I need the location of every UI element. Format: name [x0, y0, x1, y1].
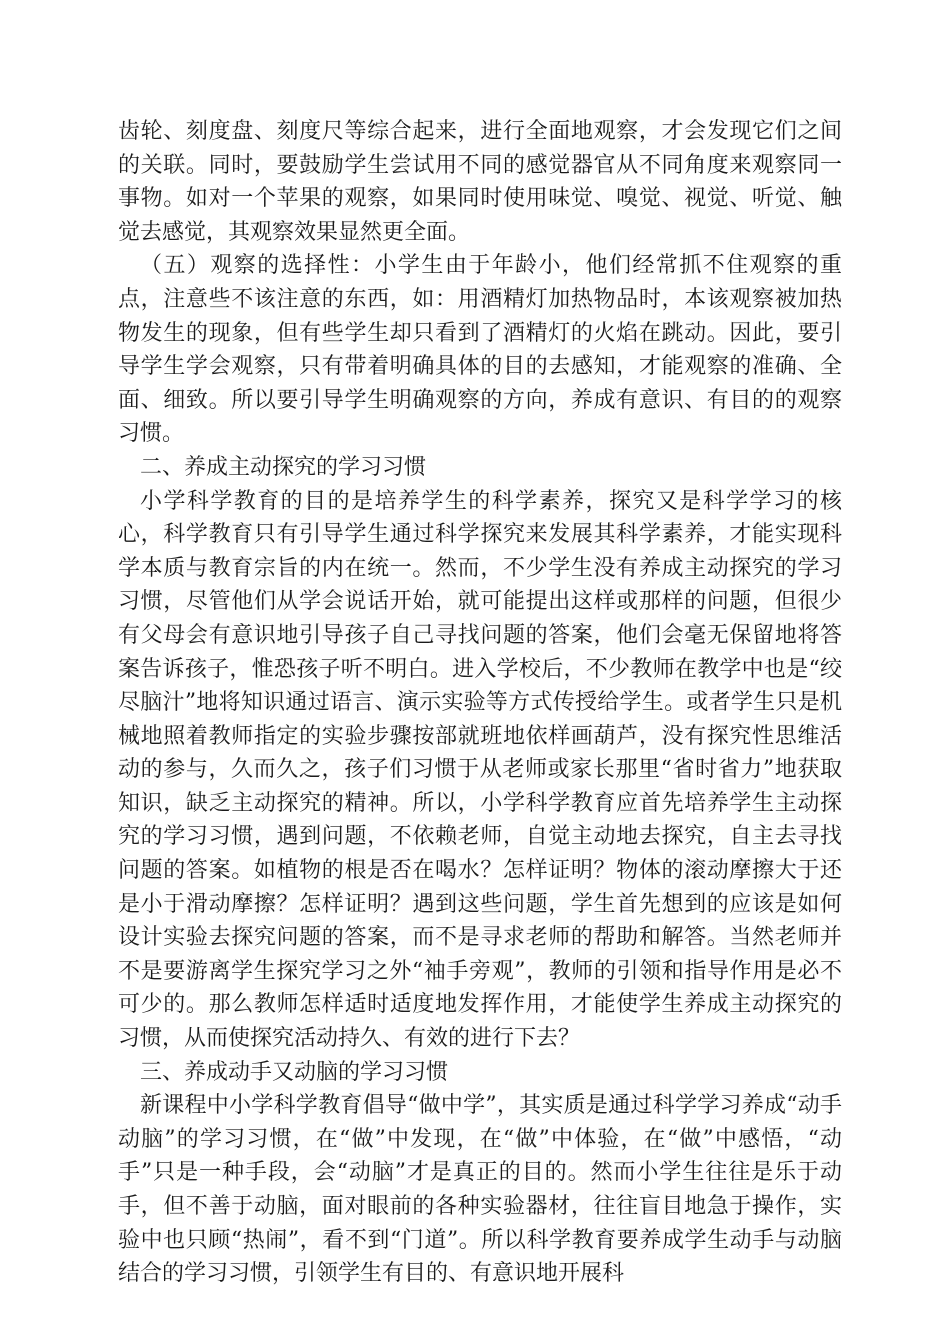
paragraph-hands-on-minds-on: 新课程中小学科学教育倡导“做中学”，其实质是通过科学学习养成“动手动脑”的学习习惯，在“做”中发现，在“做”中体验，在“做”中感悟，“动手”只是一种手段，会“动脑”才是真正的目的。然而小学生往往是乐于动手，但不善于动脑，面对眼前的各种实验器材，往往盲目地急于操作，实验中也只顾“热闹”，看不到“门道”。所以科学教育要养成学生动手与动脑结合的学习习惯，引领学生有目的、有意识地开展科: [118, 1093, 842, 1287]
paragraph-active-inquiry: 小学科学教育的目的是培养学生的科学素养，探究又是科学学习的核心，科学教育只有引导学生通过科学探究来发展其科学素养，才能实现科学本质与教育宗旨的内在统一。然而，不少学生没有养成主动探究的学习习惯，尽管他们从学会说话开始，就可能提出这样或那样的问题，但很少有父母会有意识地引导孩子自己寻找问题的答案，他们会毫无保留地将答案告诉孩子，惟恐孩子听不明白。进入学校后，不少教师在教学中也是“绞尽脑汁”地将知识通过语言、演示实验等方式传授给学生。或者学生只是机械地照着教师指定的实验步骤按部就班地依样画葫芦，没有探究性思维活动的参与，久而久之，孩子们习惯于从老师或家长那里“省时省力”地获取知识，缺乏主动探究的精神。所以，小学科学教育应首先培养学生主动探究的学习习惯，遇到问题，不依赖老师，自觉主动地去探究，自主去寻找问题的答案。如植物的根是否在喝水？怎样证明？物体的滚动摩擦大于还是小于滑动摩擦？怎样证明？遇到这些问题，学生首先想到的应该是如何设计实验去探究问题的答案，而不是寻求老师的帮助和解答。当然老师并不是要游离学生探究学习之外“袖手旁观”，教师的引领和指导作用是必不可少的。那么教师怎样适时适度地发挥作用，才能使学生养成主动探究的习惯，从而使探究活动持久、有效的进行下去？: [118, 488, 842, 1052]
paragraph-observation-selectivity: （五）观察的选择性：小学生由于年龄小，他们经常抓不住观察的重点，注意些不该注意的东西，如：用酒精灯加热物品时，本该观察被加热物发生的现象，但有些学生却只看到了酒精灯的火焰在跳动。因此，要引导学生学会观察，只有带着明确具体的目的去感知，才能观察的准确、全面、细致。所以要引导学生明确观察的方向，养成有意识、有目的的观察习惯。: [118, 253, 842, 447]
paragraph-continuation: 齿轮、刻度盘、刻度尺等综合起来，进行全面地观察，才会发现它们之间的关联。同时，要鼓励学生尝试用不同的感觉器官从不同角度来观察同一事物。如对一个苹果的观察，如果同时使用味觉、嗅觉、视觉、听觉、触觉去感觉，其观察效果显然更全面。: [118, 119, 842, 245]
section-heading-3: 三、养成动手又动脑的学习习惯: [140, 1059, 449, 1085]
document-body: [118, 115, 842, 1291]
section-heading-2: 二、养成主动探究的学习习惯: [140, 454, 427, 480]
